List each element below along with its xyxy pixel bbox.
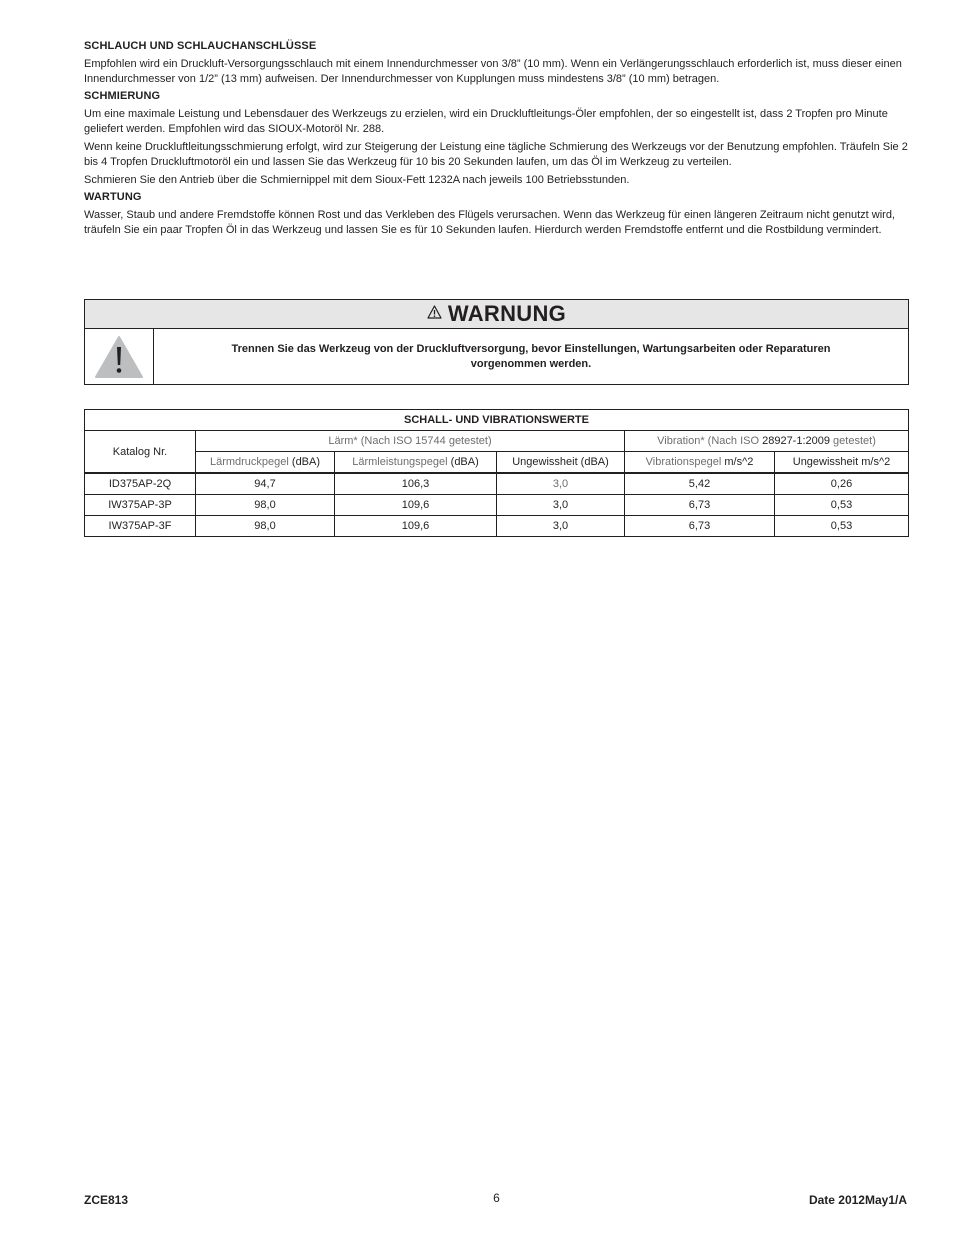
warning-text: Trennen Sie das Werkzeug von der Druckluftversorgung, bevor Einstellungen, Wartungsarbeiten oder Reparaturen vorgenommen werden. bbox=[231, 342, 831, 370]
document-body bbox=[84, 40, 909, 241]
document-id: ZCE813 bbox=[84, 1193, 129, 1207]
warning-header bbox=[85, 300, 908, 329]
sound-vibration-table bbox=[84, 409, 909, 537]
uncertainty-db-cell: 3,0 bbox=[497, 473, 625, 495]
pressure-label: Lärmdruckpegel bbox=[209, 456, 292, 468]
vibration-group-header bbox=[625, 431, 909, 452]
pressure-cell: 98,0 bbox=[196, 495, 335, 516]
section-heading: WARTUNG bbox=[84, 191, 142, 203]
vibration-group-label: Vibration* (Nach ISO bbox=[657, 435, 763, 447]
uncertainty-db-header: Ungewissheit (dBA) bbox=[497, 452, 625, 474]
power-cell: 109,6 bbox=[335, 495, 497, 516]
power-label: Lärmleistungspegel bbox=[352, 456, 451, 468]
section-paragraph: Empfohlen wird ein Druckluft-Versorgungsschlauch mit einem Innendurchmesser von 3/8” (10 mm). Wenn ein Verlängerungsschlauch erforderlich ist, muss dieser einen Innendurchmesser von 1/2” (13 mm) aufweisen. Der Innendurchmesser von Kupplungen muss mindestens 3/8” (10 mm) betragen. bbox=[84, 58, 902, 85]
noise-group-header: Lärm* (Nach ISO 15744 getestet) bbox=[196, 431, 625, 452]
catalog-header: Katalog Nr. bbox=[85, 431, 196, 474]
vibration-unit: m/s^2 bbox=[724, 456, 754, 468]
document-date: Date 2012May1/A bbox=[808, 1193, 907, 1207]
table-row bbox=[85, 516, 909, 537]
warning-title: WARNUNG bbox=[447, 301, 567, 326]
uncertainty-ms-header: Ungewissheit m/s^2 bbox=[775, 452, 909, 474]
section-paragraph: Wenn keine Druckluftleitungsschmierung erfolgt, wird zur Steigerung der Leistung eine tägliche Schmierung des Werkzeugs vor der Benutzung empfohlen. Träufeln Sie 2 bis 4 Tropfen Druckluftmotoröl ein und lassen Sie das Werkzeug für 10 bis 20 Sekunden laufen, um das Öl im Werkzeug zu verteilen. bbox=[84, 141, 908, 168]
exclamation-triangle-icon bbox=[85, 329, 154, 384]
uncertainty-db-cell: 3,0 bbox=[497, 495, 625, 516]
section-hose bbox=[84, 40, 909, 87]
section-heading: SCHLAUCH UND SCHLAUCHANSCHLÜSSE bbox=[84, 40, 317, 52]
section-paragraph: Schmieren Sie den Antrieb über die Schmiernippel mit dem Sioux-Fett 1232A nach jeweils 100 Betriebsstunden. bbox=[84, 174, 630, 186]
section-paragraph: Wasser, Staub und andere Fremdstoffe können Rost und das Verkleben des Flügels verursachen. Wenn das Werkzeug für einen längeren Zeitraum nicht genutzt wird, träufeln Sie ein paar Tropfen Öl in das Werkzeug und lassen Sie es für 10 Sekunden laufen. Hierdurch werden Fremdstoffe entfernt und die Rostbildung vermindert. bbox=[84, 209, 895, 236]
section-paragraph: Um eine maximale Leistung und Lebensdauer des Werkzeugs zu erzielen, wird ein Druckluftleitungs-Öler empfohlen, der so eingestellt ist, dass 2 Tropfen pro Minute geliefert werden. Empfohlen wird das SIOUX-Motoröl Nr. 288. bbox=[84, 108, 888, 135]
warning-box bbox=[84, 299, 909, 385]
warning-body bbox=[85, 329, 908, 384]
vibration-label: Vibrationspegel bbox=[645, 456, 725, 468]
pressure-cell: 98,0 bbox=[196, 516, 335, 537]
uncertainty-db-cell: 3,0 bbox=[497, 516, 625, 537]
vibration-cell: 6,73 bbox=[625, 495, 775, 516]
pressure-unit: (dBA) bbox=[291, 456, 321, 468]
section-heading: SCHMIERUNG bbox=[84, 90, 161, 102]
catalog-cell: ID375AP-2Q bbox=[85, 473, 196, 495]
table-title: SCHALL- UND VIBRATIONSWERTE bbox=[85, 410, 909, 431]
power-cell: 109,6 bbox=[335, 516, 497, 537]
vibration-cell: 5,42 bbox=[625, 473, 775, 495]
power-unit: (dBA) bbox=[450, 456, 479, 468]
vibration-standard: 28927-1:2009 bbox=[762, 435, 830, 447]
uncertainty-ms-cell: 0,26 bbox=[775, 473, 909, 495]
table-row bbox=[85, 473, 909, 495]
page-number: 6 bbox=[493, 1191, 500, 1205]
power-cell: 106,3 bbox=[335, 473, 497, 495]
section-lubrication bbox=[84, 90, 909, 188]
section-maintenance bbox=[84, 191, 909, 238]
catalog-cell: IW375AP-3F bbox=[85, 516, 196, 537]
table-row bbox=[85, 495, 909, 516]
catalog-cell: IW375AP-3P bbox=[85, 495, 196, 516]
uncertainty-ms-cell: 0,53 bbox=[775, 495, 909, 516]
pressure-header bbox=[196, 452, 335, 474]
power-header bbox=[335, 452, 497, 474]
pressure-cell: 94,7 bbox=[196, 473, 335, 495]
warning-triangle-icon bbox=[427, 305, 442, 324]
vibration-group-suffix: getestet) bbox=[830, 435, 876, 447]
vibration-header bbox=[625, 452, 775, 474]
vibration-cell: 6,73 bbox=[625, 516, 775, 537]
uncertainty-ms-cell: 0,53 bbox=[775, 516, 909, 537]
